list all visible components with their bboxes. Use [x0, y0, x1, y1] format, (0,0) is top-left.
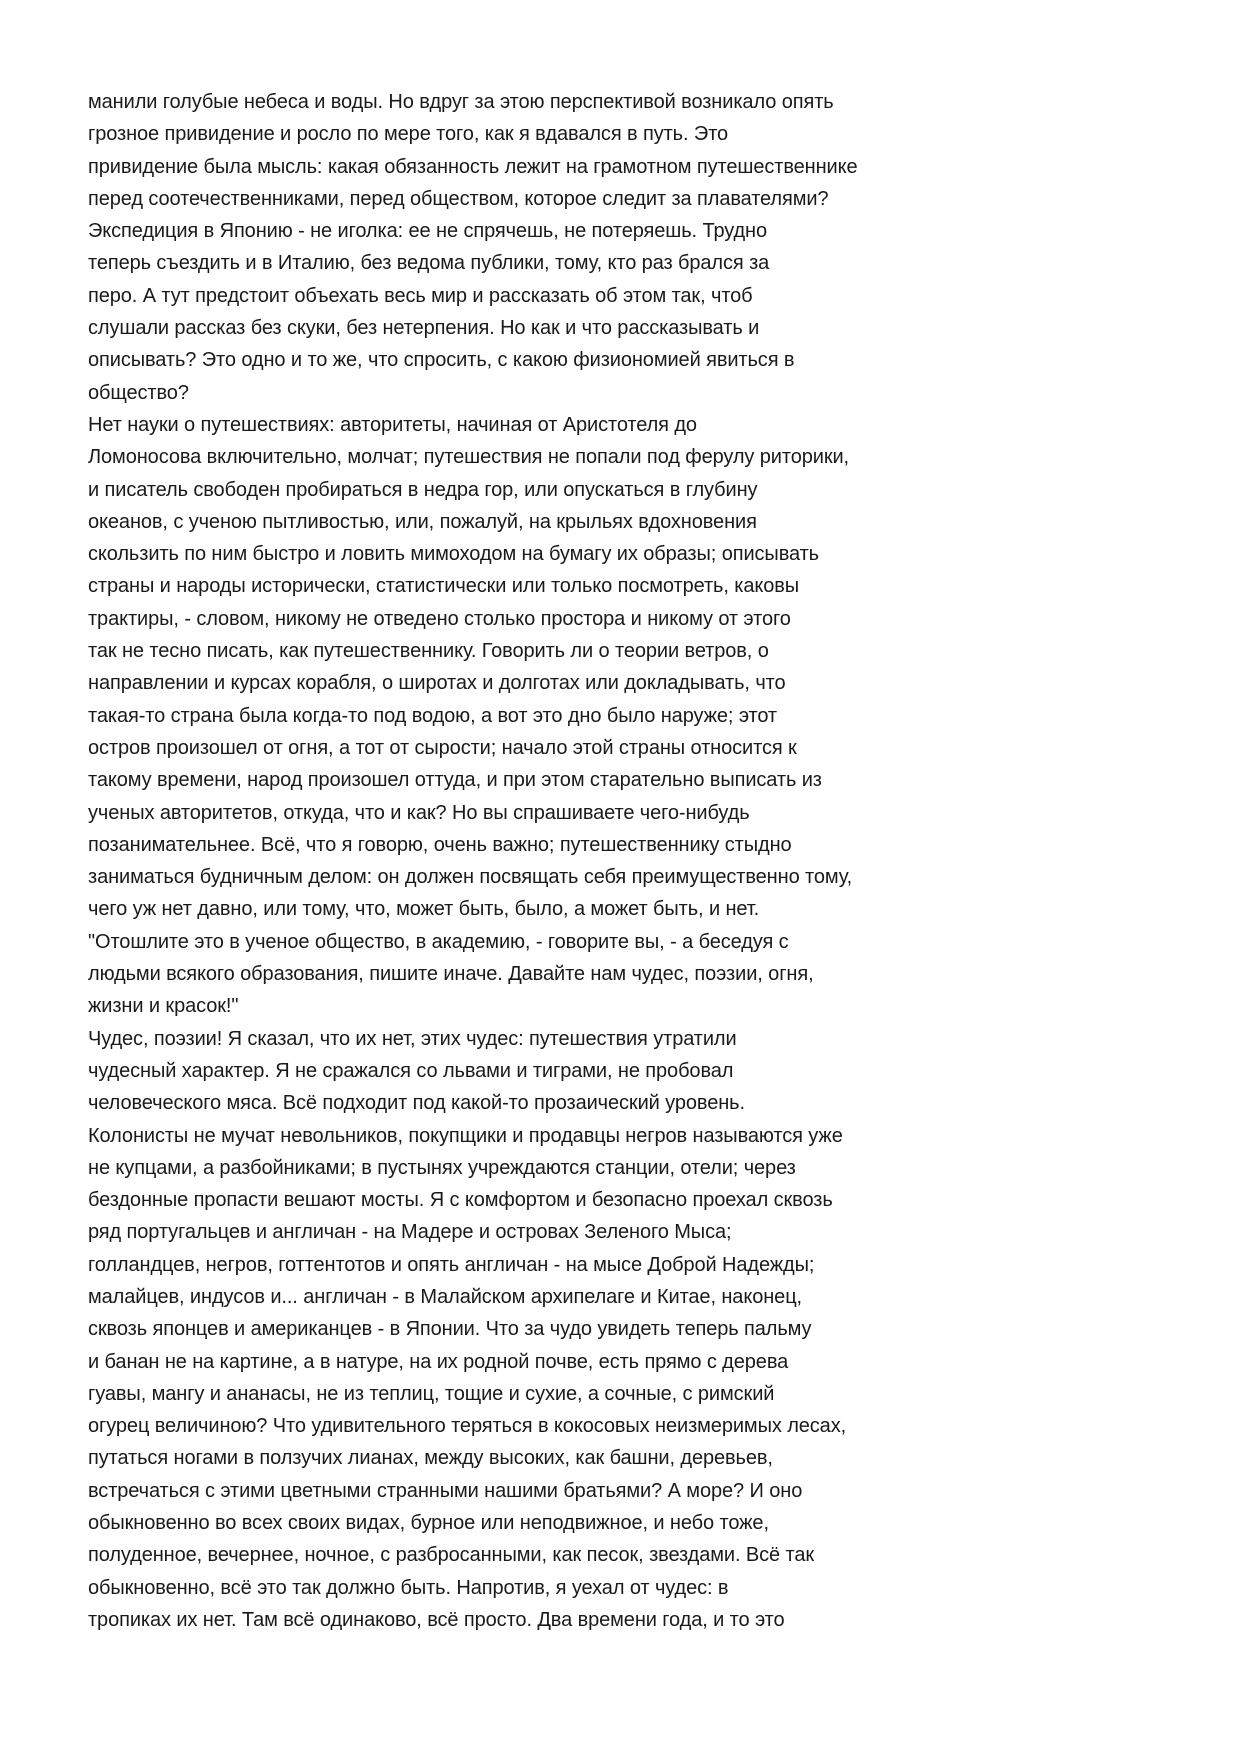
text-line: путаться ногами в ползучих лианах, между высоких, как башни, деревьев, [88, 1447, 773, 1470]
text-line: чудесный характер. Я не сражался со львами и тиграми, не пробовал [88, 1059, 734, 1082]
text-line: гуавы, мангу и ананасы, не из теплиц, тощие и сухие, а сочные, с римский [88, 1382, 775, 1405]
text-line: малайцев, индусов и... англичан - в Малайском архипелаге и Китае, наконец, [88, 1285, 803, 1308]
text-line: и банан не на картине, а в натуре, на их родной почве, есть прямо с дерева [88, 1350, 789, 1373]
text-line: и писатель свободен пробираться в недра гор, или опускаться в глубину [88, 478, 758, 501]
text-line: так не тесно писать, как путешественнику. Говорить ли о теории ветров, о [88, 640, 769, 663]
text-line: теперь съездить и в Италию, без ведома публики, тому, кто раз брался за [88, 252, 770, 275]
text-line: позанимательнее. Всё, что я говорю, очень важно; путешественнику стыдно [88, 833, 792, 856]
text-line: Нет науки о путешествиях: авторитеты, начиная от Аристотеля до [88, 413, 697, 436]
text-line: людьми всякого образования, пишите иначе. Давайте нам чудес, поэзии, огня, [88, 963, 814, 986]
text-line: обыкновенно во всех своих видах, бурное или неподвижное, и небо тоже, [88, 1512, 769, 1535]
text-line: Колонисты не мучат невольников, покупщики и продавцы негров называются уже [88, 1124, 843, 1147]
text-line: тропиках их нет. Там всё одинаково, всё просто. Два времени года, и то это [88, 1608, 785, 1631]
text-line: обыкновенно, всё это так должно быть. Напротив, я уехал от чудес: в [88, 1576, 729, 1599]
text-line: ученых авторитетов, откуда, что и как? Но вы спрашиваете чего-нибудь [88, 801, 750, 824]
text-line: "Отошлите это в ученое общество, в академию, - говорите вы, - а беседуя с [88, 930, 789, 953]
text-line: голландцев, негров, готтентотов и опять англичан - на мысе Доброй Надежды; [88, 1253, 815, 1276]
text-line: страны и народы исторически, статистически или только посмотреть, каковы [88, 575, 800, 598]
text-line: манили голубые небеса и воды. Но вдруг за этою перспективой возникало опять [88, 91, 834, 113]
text-line: остров произошел от огня, а тот от сырости; начало этой страны относится к [88, 736, 797, 759]
text-line: трактиры, - словом, никому не отведено столько простора и никому от этого [88, 607, 791, 630]
text-line: перед соотечественниками, перед обществом, которое следит за плавателями? [88, 187, 829, 210]
text-line: скользить по ним быстро и ловить мимоходом на бумагу их образы; описывать [88, 543, 819, 566]
text-line: Чудес, поэзии! Я сказал, что их нет, этих чудес: путешествия утратили [88, 1027, 737, 1050]
text-line: сквозь японцев и американцев - в Японии. Что за чудо увидеть теперь пальму [88, 1318, 812, 1341]
text-line: чего уж нет давно, или тому, что, может быть, было, а может быть, и нет. [88, 898, 760, 921]
text-line: перо. А тут предстоит объехать весь мир и рассказать об этом так, чтоб [88, 284, 753, 307]
text-line: жизни и красок!" [88, 995, 239, 1018]
text-line: грозное привидение и росло по мере того, как я вдавался в путь. Это [88, 123, 729, 146]
text-line: такая-то страна была когда-то под водою, а вот это дно было наруже; этот [88, 704, 777, 727]
text-line: ряд португальцев и англичан - на Мадере и островах Зеленого Мыса; [88, 1221, 732, 1244]
text-line: описывать? Это одно и то же, что спросить, с какою физиономией явиться в [88, 349, 795, 372]
text-line: такому времени, народ произошел оттуда, и при этом старательно выписать из [88, 769, 822, 792]
text-line: полуденное, вечернее, ночное, с разбросанными, как песок, звездами. Всё так [88, 1544, 815, 1567]
text-line: Ломоносова включительно, молчат; путешествия не попали под ферулу риторики, [88, 446, 850, 469]
text-line: человеческого мяса. Всё подходит под какой-то прозаический уровень. [88, 1092, 745, 1115]
text-line: бездонные пропасти вешают мосты. Я с комфортом и безопасно проехал сквозь [88, 1189, 833, 1212]
text-line: привидение была мысль: какая обязанность лежит на грамотном путешественнике [88, 155, 858, 178]
text-line: заниматься будничным делом: он должен посвящать себя преимущественно тому, [88, 866, 853, 889]
text-line: огурец величиною? Что удивительного теряться в кокосовых неизмеримых лесах, [88, 1415, 847, 1438]
text-line: океанов, с ученою пытливостью, или, пожалуй, на крыльях вдохновения [88, 510, 757, 533]
text-line: Экспедиция в Японию - не иголка: ее не спрячешь, не потеряешь. Трудно [88, 220, 768, 243]
text-line: не купцами, а разбойниками; в пустынях учреждаются станции, отели; через [88, 1156, 796, 1179]
body-text [88, 86, 1208, 1636]
text-line: общество? [88, 381, 189, 404]
text-line: направлении и курсах корабля, о широтах и долготах или докладывать, что [88, 672, 786, 695]
text-line: слушали рассказ без скуки, без нетерпения. Но как и что рассказывать и [88, 317, 760, 340]
text-line: встречаться с этими цветными странными нашими братьями? А море? И оно [88, 1479, 803, 1502]
